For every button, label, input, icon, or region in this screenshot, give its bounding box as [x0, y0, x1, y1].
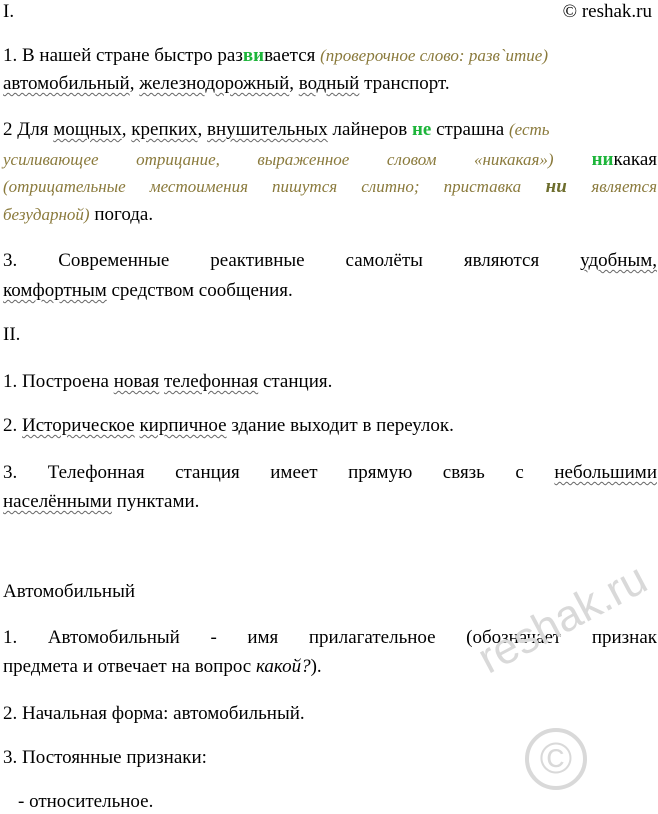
sentence-2-line-2: усиливающее отрицание, выраженное словом «никакая») никакая: [3, 149, 657, 170]
copyright-watermark-icon: ©: [525, 728, 587, 790]
sentence-2-line-4: безударной) погода.: [3, 204, 154, 225]
watermark-text: reshak.ru: [470, 553, 655, 684]
analysis-line-1: 1. Автомобильный - имя прилагательное (обозначает признак: [3, 627, 657, 648]
analysis-line-3: 2. Начальная форма: автомобильный.: [3, 703, 305, 724]
site-credit: © reshak.ru: [562, 1, 652, 22]
ii-sentence-3-line-1: 3. Телефонная станция имеет прямую связь с небольшими: [3, 462, 657, 483]
sentence-2-line-1: 2 Для мощных, крепких, внушительных лайнеров не страшна (есть: [3, 119, 550, 140]
section-roman-2: II.: [3, 324, 21, 345]
sentence-3-line-2: комфортным средством сообщения.: [3, 280, 293, 301]
sentence-1-line-1: 1. В нашей стране быстро развивается (проверочное слово: разв`итие): [3, 45, 548, 66]
ne-particle: не: [411, 119, 432, 140]
sentence-3-line-1: 3. Современные реактивные самолёты являются удобным,: [3, 250, 657, 271]
check-word-note: (проверочное слово: разв`итие): [320, 46, 548, 65]
sentence-2-line-3: (отрицательные местоимения пишутся слитно; приставка ни является: [3, 176, 658, 197]
ii-sentence-1: 1. Построена новая телефонная станция.: [3, 371, 333, 392]
sentence-1-line-2: автомобильный, железнодорожный, водный транспорт.: [3, 73, 450, 94]
analysis-line-2: предмета и отвечает на вопрос какой?).: [3, 656, 322, 677]
analysis-line-5: - относительное.: [18, 791, 154, 812]
ii-sentence-3-line-2: населёнными пунктами.: [3, 491, 200, 512]
section-roman-1: I.: [3, 1, 15, 22]
analysis-title: Автомобильный: [3, 581, 136, 602]
highlight-letters: ви: [242, 45, 265, 66]
analysis-line-4: 3. Постоянные признаки:: [3, 747, 207, 768]
ii-sentence-2: 2. Историческое кирпичное здание выходит в переулок.: [3, 415, 454, 436]
